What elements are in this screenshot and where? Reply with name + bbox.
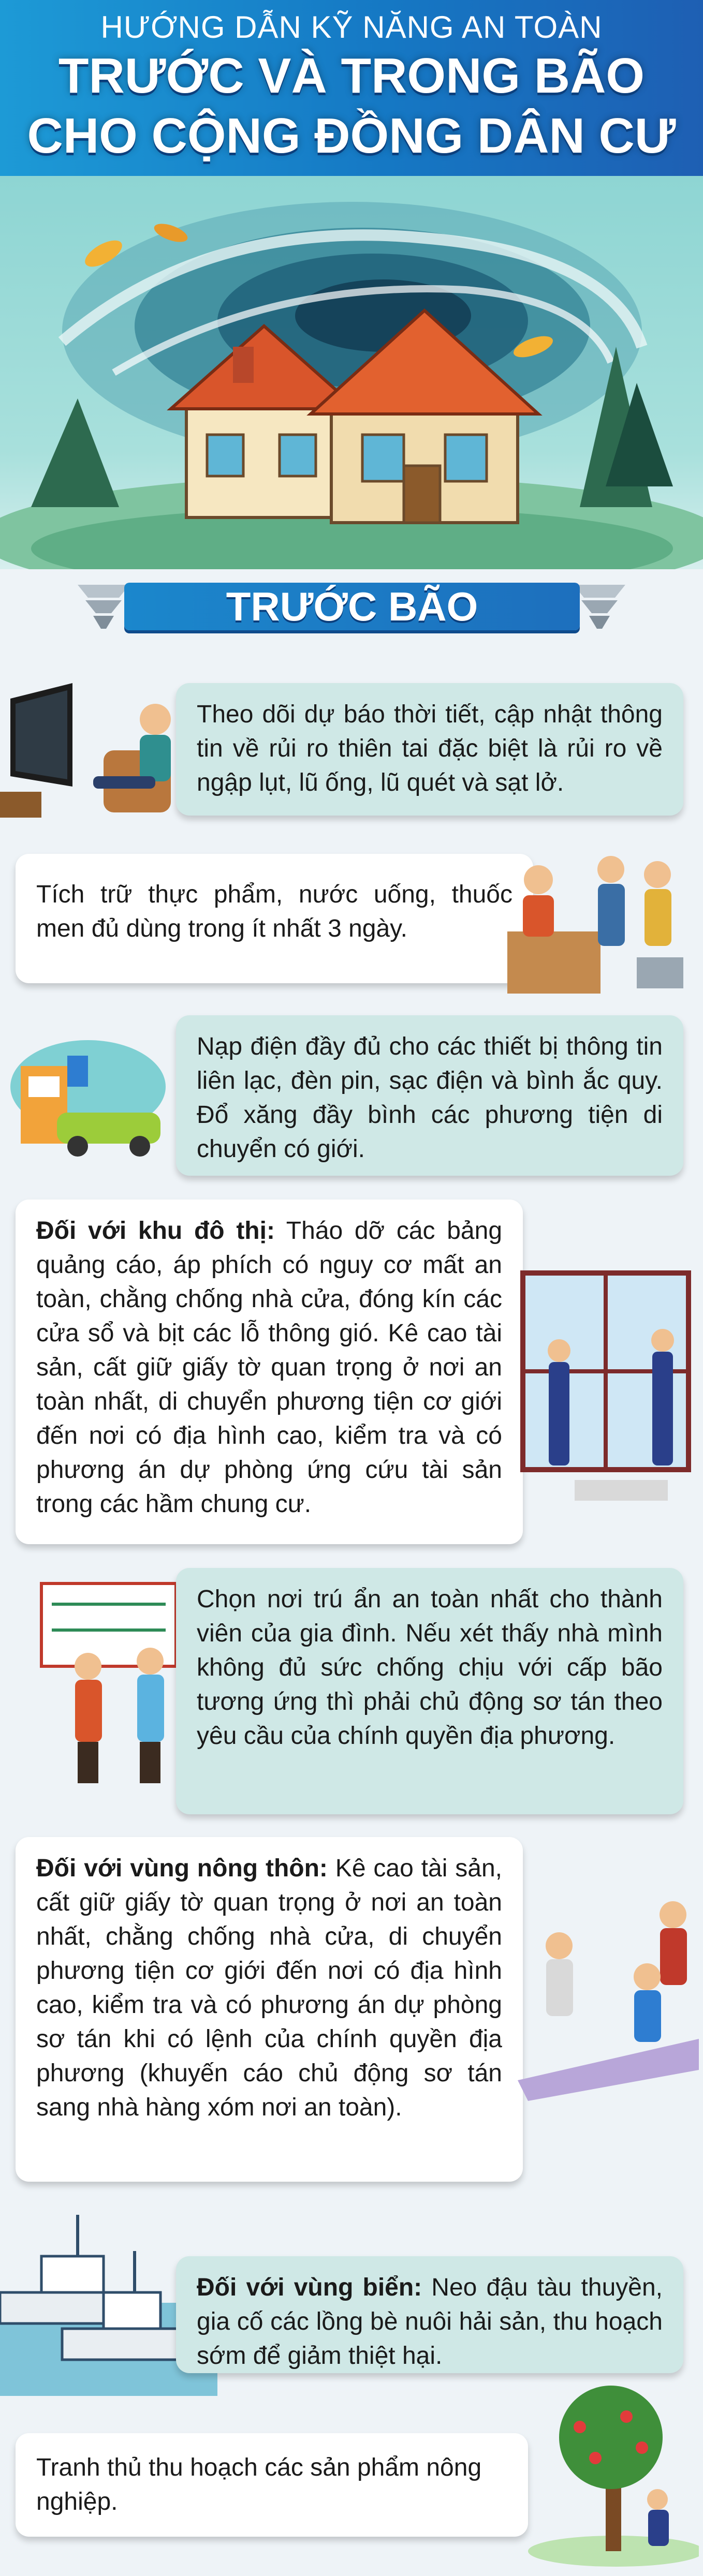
- tip-card-8: [16, 2433, 528, 2537]
- tip-6-lead: Đối với vùng nông thôn:: [36, 1855, 328, 1882]
- tip-card-2: [16, 854, 533, 983]
- tip-1-text: Theo dõi dự báo thời tiết, cập nhật thông tin về rủi ro thiên tai đặc biệt là rủi ro về ngập lụt, lũ ống, lũ quét và sạt lở.: [197, 701, 663, 796]
- fruit-tree-harvest-icon: [523, 2380, 699, 2567]
- tip-card-1: [176, 683, 683, 816]
- tip-6-text: [36, 1852, 502, 2125]
- tip-4-lead: Đối với khu đô thị:: [36, 1217, 275, 1245]
- tip-8-text: Tranh thủ thu hoạch các sản phẩm nông nghiệp.: [36, 2454, 482, 2515]
- tv-watching-person-icon: [0, 673, 176, 828]
- tip-3-text: Nạp điện đầy đủ cho các thiết bị thông tin liên lạc, đèn pin, sạc điện và bình ắc quy. Đổ xăng đầy bình các phương tiện di chuyển có giới.: [197, 1033, 663, 1163]
- section-banner-before-storm: [0, 569, 703, 642]
- tip-7-body: Neo đậu tàu thuyền, gia cố các lồng bè nuôi hải sản, thu hoạch sớm để giảm thiệt hại.: [197, 2274, 663, 2370]
- shopping-people-icon: [502, 838, 689, 1004]
- window-workers-icon: [512, 1263, 699, 1511]
- tip-card-4: [16, 1200, 523, 1544]
- tip-card-5: [176, 1568, 683, 1814]
- tip-6-body: Kê cao tài sản, cất giữ giấy tờ quan trọng ở nơi an toàn nhất, chằng chống nhà cửa, di chuyển phương tiện cơ giới đến nơi có địa hình cao, kiểm tra và có phương án dự phòng sơ tán khi có lệnh của chính quyền địa phương (khuyến cáo chủ động sơ tán sang nhà hàng xóm nơi an toàn).: [36, 1855, 502, 2121]
- tip-card-7: [176, 2256, 683, 2373]
- evacuating-people-icon: [518, 1884, 699, 2101]
- tip-card-3: [176, 1015, 683, 1176]
- tip-card-6: [16, 1837, 523, 2182]
- tip-5-text: Chọn nơi trú ẩn an toàn nhất cho thành viên của gia đình. Nếu xét thấy nhà mình không đủ sức chống chịu với cấp bão tương ứng thì phải chủ động sơ tán theo yêu cầu của chính quyền địa phương.: [197, 1586, 663, 1750]
- header-title-line-2: CHO CỘNG ĐỒNG DÂN CƯ: [27, 108, 676, 164]
- storm-house-illustration: [0, 176, 703, 569]
- tip-4-text: [36, 1214, 502, 1521]
- tip-7-lead: Đối với vùng biển:: [197, 2274, 422, 2301]
- section-title: TRƯỚC BÃO: [226, 584, 478, 629]
- tip-7-text: [197, 2271, 663, 2373]
- header-banner: [0, 0, 703, 176]
- storm-illustration-svg: [0, 176, 703, 569]
- header-title-line-1: TRƯỚC VÀ TRONG BÃO: [58, 48, 645, 103]
- gas-station-car-icon: [0, 1025, 176, 1180]
- tip-2-text: Tích trữ thực phẩm, nước uống, thuốc men đủ dùng trong ít nhất 3 ngày.: [36, 881, 512, 942]
- tip-4-body: Tháo dỡ các bảng quảng cáo, áp phích có nguy cơ mất an toàn, chằng chống nhà cửa, đóng kín các cửa sổ và bịt các lỗ thông gió. Kê cao tài sản, cất giữ giấy tờ quan trọng ở nơi an toàn nhất, di chuyển phương tiện cơ giới đến nơi có địa hình cao, kiểm tra và có phương án dự phòng ứng cứu tài sản trong các hầm chung cư.: [36, 1217, 503, 1518]
- header-subtitle: HƯỚNG DẪN KỸ NĂNG AN TOÀN: [100, 10, 603, 45]
